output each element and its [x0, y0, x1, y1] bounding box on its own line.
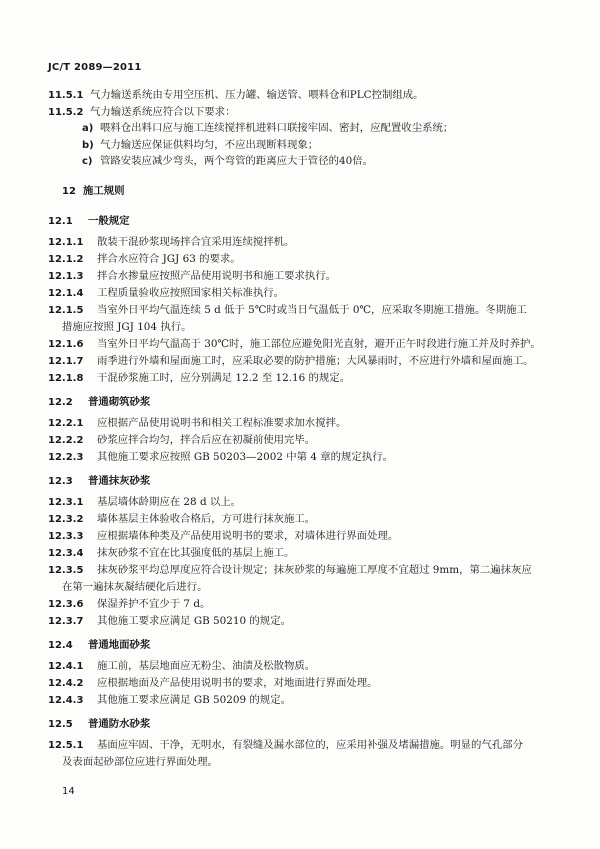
- text-content: 普通砌筑砂浆: [88, 396, 151, 408]
- clause-text: [97, 496, 241, 509]
- number-label: 12.3.3: [48, 531, 84, 542]
- text-content: 雨季进行外墙和屋面施工时，应采取必要的防护措施；大风暴雨时，不应进行外墙和屋面施工。: [97, 355, 534, 367]
- clause-number: [48, 338, 83, 351]
- number-label: 12.4.2: [48, 678, 84, 689]
- clause-text: [97, 677, 378, 690]
- clause-number: [48, 417, 83, 430]
- section-heading: [88, 396, 150, 409]
- section-number: [48, 639, 73, 652]
- text-content: 一般规定: [88, 215, 130, 227]
- number-label: a): [82, 123, 94, 134]
- clause-number: [48, 287, 83, 300]
- clause-number: [48, 434, 83, 447]
- text-content: 其他施工要求应按照 GB 50203—2002 中第 4 章的规定执行。: [97, 451, 393, 463]
- number-label: 12.1.4: [48, 288, 84, 299]
- number-label: 12.4.3: [48, 695, 84, 706]
- section-number: [48, 215, 73, 228]
- text-content: 管路安装应减少弯头，两个弯管的距离应大于管径的40倍。: [100, 155, 373, 167]
- list-marker: [82, 155, 93, 168]
- text-content: 其他施工要求应满足 GB 50209 的规定。: [97, 694, 291, 706]
- number-label: 12.5: [48, 719, 73, 730]
- text-content: 基面应牢固、干净，无明水，有裂缝及漏水部位的，应采用补强及堵漏措施。明显的气孔部分: [97, 739, 524, 751]
- text-content: 当室外日平均气温连续 5 d 低于 5℃时或当日气温低于 0℃，应采取冬期施工措施。冬期施工: [97, 304, 527, 316]
- clause-number: [48, 564, 83, 577]
- section-number: [48, 396, 73, 409]
- section-heading: [88, 215, 130, 228]
- clause-continuation: [62, 581, 207, 594]
- text-content: 措施应按照 JGJ 104 执行。: [62, 321, 192, 333]
- number-label: 12.2: [48, 397, 73, 408]
- number-label: 12.3.6: [48, 599, 84, 610]
- number-label: 12.5.1: [48, 740, 84, 751]
- text-content: 散装干混砂浆现场拌合宜采用连续搅拌机。: [97, 236, 295, 248]
- clause-number: [48, 355, 83, 368]
- number-label: 12.3.2: [48, 514, 84, 525]
- list-marker: [82, 139, 94, 152]
- section-heading: [83, 185, 125, 198]
- clause-text: [97, 236, 294, 249]
- number-label: 11.5.1: [48, 90, 84, 101]
- clause-text: [97, 598, 210, 611]
- text-content: 抹灰砂浆平均总厚度应符合设计规定；抹灰砂浆的每遍施工厚度不宜超过 9mm，第二遍抹灰应: [97, 564, 532, 576]
- text-content: 在第一遍抹灰凝结硬化后进行。: [62, 581, 208, 593]
- number-label: 12.1.5: [48, 305, 84, 316]
- clause-number: [48, 513, 83, 526]
- text-content: 普通防水砂浆: [88, 718, 151, 730]
- clause-number: [48, 739, 83, 752]
- number-label: 12.1.6: [48, 339, 84, 350]
- clause-number: [48, 89, 83, 102]
- text-content: 保湿养护不宜少于 7 d。: [97, 598, 211, 610]
- clause-number: [48, 270, 83, 283]
- text-content: 工程质量验收应按照国家相关标准执行。: [97, 287, 285, 299]
- text-content: 应根据墙体种类及产品使用说明书的要求，对墙体进行界面处理。: [97, 530, 399, 542]
- text-content: 砂浆应拌合均匀，拌合后应在初凝前使用完毕。: [97, 434, 316, 446]
- clause-number: [48, 694, 83, 707]
- number-label: 12.1: [48, 216, 73, 227]
- number-label: 12: [62, 186, 76, 197]
- clause-text: [97, 287, 284, 300]
- number-label: 12.1.3: [48, 271, 84, 282]
- number-label: 12.4: [48, 640, 73, 651]
- text-content: 其他施工要求应满足 GB 50210 的规定。: [97, 615, 291, 627]
- clause-number: [48, 547, 83, 560]
- clause-number: [48, 106, 83, 119]
- clause-text: [90, 106, 235, 119]
- number-label: 12.3.4: [48, 548, 84, 559]
- section-heading: [88, 639, 150, 652]
- clause-text: [97, 338, 541, 351]
- text-content: 拌合水应符合 JGJ 63 的要求。: [97, 253, 241, 265]
- text-content: 基层墙体龄期应在 28 d 以上。: [97, 496, 242, 508]
- clause-continuation: [62, 756, 218, 769]
- clause-text: [97, 694, 291, 707]
- clause-continuation: [62, 321, 192, 334]
- text-content: 拌合水掺量应按照产品使用说明书和施工要求执行。: [97, 270, 336, 282]
- text-content: 普通地面砂浆: [88, 639, 151, 651]
- clause-text: [97, 739, 523, 752]
- text-content: 当室外日平均气温高于 30℃时，施工部位应避免阳光直射，避开正午时段进行施工并及时养护。: [97, 338, 541, 350]
- clause-number: [48, 660, 83, 673]
- text-content: 气力输送系统由专用空压机、压力罐、输送管、喂料仓和PLC控制组成。: [90, 89, 424, 101]
- text-content: 气力输送系统应符合以下要求：: [90, 106, 236, 118]
- clause-text: [97, 513, 315, 526]
- clause-number: [48, 530, 83, 543]
- number-label: 12.3: [48, 476, 73, 487]
- number-label: b): [82, 140, 94, 151]
- number-label: 12.2.3: [48, 452, 84, 463]
- number-label: 12.4.1: [48, 661, 84, 672]
- clause-number: [48, 496, 83, 509]
- text-content: 墙体基层主体验收合格后，方可进行抹灰施工。: [97, 513, 316, 525]
- clause-text: [100, 139, 318, 152]
- standard-code-header: JC/T 2089—2011: [48, 62, 142, 73]
- clause-text: [100, 155, 373, 168]
- number-label: 12.1.1: [48, 237, 84, 248]
- text-content: 抹灰砂浆不宜在比其强度低的基层上施工。: [97, 547, 295, 559]
- clause-text: [100, 122, 453, 135]
- number-label: 12.3.5: [48, 565, 84, 576]
- number-label: 12.2.2: [48, 435, 84, 446]
- text-content: 施工前，基层地面应无粉尘、油渍及松散物质。: [97, 660, 316, 672]
- clause-text: [97, 304, 527, 317]
- section-number: [48, 475, 73, 488]
- clause-number: [48, 615, 83, 628]
- page-number: 14: [62, 786, 75, 797]
- number-label: 12.1.2: [48, 254, 84, 265]
- number-label: 11.5.2: [48, 107, 84, 118]
- clause-text: [97, 270, 336, 283]
- text-content: 普通抹灰砂浆: [88, 475, 151, 487]
- section-heading: [88, 475, 150, 488]
- number-label: 12.2.1: [48, 418, 84, 429]
- text-content: 应根据产品使用说明书和相关工程标准要求加水搅拌。: [97, 417, 347, 429]
- text-content: 喂料仓出料口应与施工连续搅拌机进料口联接牢固、密封，应配置收尘系统；: [100, 122, 454, 134]
- clause-text: [97, 530, 398, 543]
- clause-text: [97, 417, 346, 430]
- list-marker: [82, 122, 93, 135]
- clause-text: [97, 660, 315, 673]
- number-label: 12.1.8: [48, 373, 84, 384]
- clause-number: [48, 677, 83, 690]
- text-content: 及表面起砂部位应进行界面处理。: [62, 756, 218, 768]
- clause-number: [48, 372, 83, 385]
- clause-number: [48, 253, 83, 266]
- number-label: 12.3.7: [48, 616, 84, 627]
- text-content: 应根据地面及产品使用说明书的要求，对地面进行界面处理。: [97, 677, 378, 689]
- text-content: 干混砂浆施工时，应分别满足 12.2 至 12.16 的规定。: [97, 372, 351, 384]
- text-content: 气力输送应保证供料均匀，不应出现断料现象；: [100, 139, 319, 151]
- section-number: [62, 185, 76, 198]
- clause-text: [97, 434, 315, 447]
- number-label: c): [82, 156, 93, 167]
- number-label: 12.3.1: [48, 497, 84, 508]
- section-number: [48, 718, 73, 731]
- clause-text: [97, 253, 241, 266]
- text-content: 施工规则: [83, 185, 125, 197]
- number-label: 12.1.7: [48, 356, 84, 367]
- clause-text: [97, 547, 294, 560]
- clause-text: [97, 355, 533, 368]
- clause-number: [48, 304, 83, 317]
- clause-number: [48, 598, 83, 611]
- section-heading: [88, 718, 150, 731]
- clause-text: [97, 372, 350, 385]
- clause-number: [48, 451, 83, 464]
- clause-text: [90, 89, 424, 102]
- clause-text: [97, 564, 532, 577]
- clause-text: [97, 615, 291, 628]
- clause-text: [97, 451, 393, 464]
- clause-number: [48, 236, 83, 249]
